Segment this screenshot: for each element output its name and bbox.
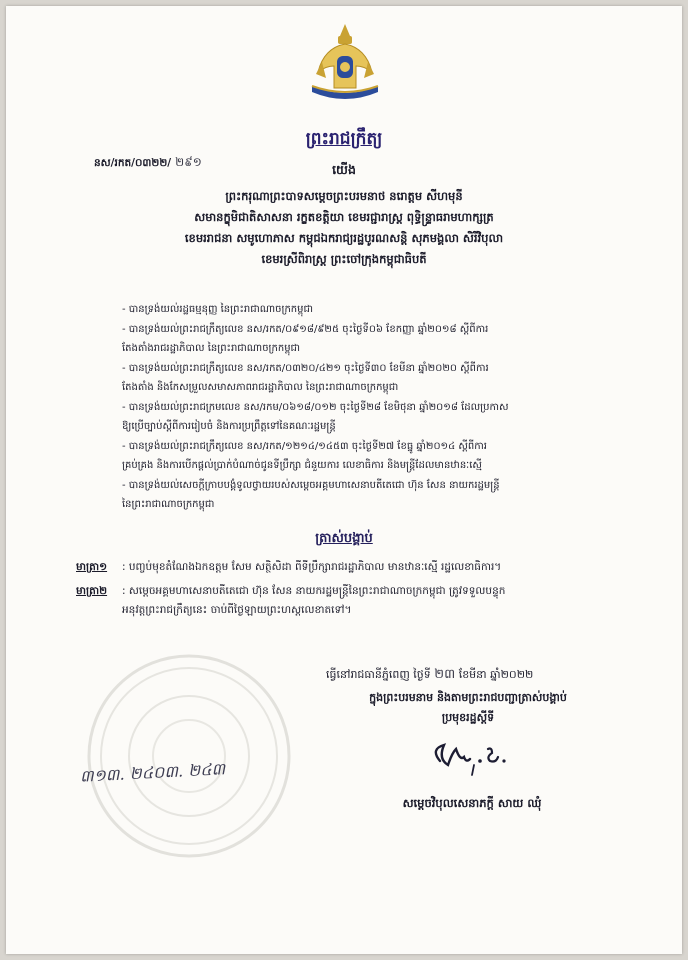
seal-watermark-icon [84,651,294,861]
royal-title-line: ខេមរស្រីពិរាស្ត្រ ព្រះចៅក្រុងកម្ពុជាធិបតី [261,252,427,266]
visa-line: - បានទ្រង់យល់ព្រះរាជក្រឹត្យលេខ នស/រកត/១២១៤/១៤៥៣ ចុះថ្ងៃទី២៧ ខែធ្នូ ឆ្នាំ២០១៤ ស្តីពីការ [122,440,487,452]
handwritten-reference-note: ៣១៣. ២៤០៣. ២៤៣ [79,759,226,786]
document-title: ព្រះរាជក្រឹត្យ [305,129,383,149]
article-label: មាត្រា២ [76,585,108,597]
date-prefix: ធ្វើនៅរាជធានីភ្នំពេញ ថ្ងៃទី [326,668,431,681]
visa-line: - បានទ្រង់យល់សេចក្តីក្រាបបង្គំទូលថ្វាយរបស់សម្តេចអគ្គមហាសេនាបតីតេជោ ហ៊ុន សែន នាយករដ្ឋមន្ត្រី [122,479,500,491]
visa-line: - បានទ្រង់យល់ព្រះរាជក្រឹត្យលេខ នស/រកត/០៩១៨/៩២៥ ចុះថ្ងៃទី០៦ ខែកញ្ញា ឆ្នាំ២០១៨ ស្តីពីការ [122,323,489,335]
visa-list [122,300,592,515]
visa-line: តែងតាំងរាជរដ្ឋាភិបាល នៃព្រះរាជាណាចក្រកម្ពុជា [122,343,301,354]
royal-coat-of-arms-icon [304,22,386,106]
article-line: : សម្តេចអគ្គមហាសេនាបតីតេជោ ហ៊ុន សែន នាយករដ្ឋមន្ត្រីនៃព្រះរាជាណាចក្រកម្ពុជា ត្រូវទទួលបន្ទុក [122,585,506,597]
royal-title-line: សមានក្ខុមិជាតិសាសនា រក្ខតខត្តិយា ខេមរជ្ជារាស្ត្រ ពុទ្ធិន្ទ្រាធរាមហាក្សត្រ [194,210,494,224]
decree-page [6,6,682,954]
royal-title-line: ខេមររាជនា សមូហោភាស កម្ពុជឯករាជ្យរដ្ឋបូរណសន្តិ សុភមង្គលា សិរីវិបុលា [184,231,504,245]
yeung-heading: យើង [332,162,356,177]
countersign-line: ប្រមុខរដ្ឋស្តីទី [441,711,495,724]
visa-line: - បានទ្រង់យល់ព្រះរាជក្រឹត្យលេខ នស/រកត/០៣២០/៤២១ ចុះថ្ងៃទី៣០ ខែមីនា ឆ្នាំ២០២០ ស្តីពីការ [122,362,489,374]
royal-title-block [116,186,572,270]
visa-line: នៃព្រះរាជាណាចក្រកម្ពុជា [122,499,215,510]
visa-line: - បានទ្រង់យល់រដ្ឋធម្មនុញ្ញ នៃព្រះរាជាណាចក្រកម្ពុជា [122,304,314,315]
article-text [122,582,642,620]
article-label: មាត្រា១ [76,561,108,573]
article-line: : បញ្ចប់មុខតំណែងឯកឧត្តម សែម សត្ថិសិដា ពីទីប្រឹក្សារាជរដ្ឋាភិបាល មានឋានៈស្មើ រដ្ឋលេខាធិការ។ [122,561,502,573]
decree-heading: ត្រាស់បង្គាប់ [315,531,373,546]
visa-line: គ្រប់គ្រង និងការបើកផ្តល់ប្រាក់បំណាច់ជូនទីប្រឹក្សា ជំនួយការ លេខាធិការ និងមន្ត្រីដែលមានឋានៈស្មើ [122,460,482,471]
date-line [326,666,533,685]
signer-name: សម្តេចវិបុលសេនាភក្តី សាយ ឈុំ [402,796,542,810]
article-text [122,558,642,577]
date-day-handwritten: ២៣ [434,667,456,682]
article-line: អនុវត្តព្រះរាជក្រឹត្យនេះ ចាប់ពីថ្ងៃឡាយព្រះហស្តលេខាតទៅ។ [122,604,352,616]
visa-line: ឱ្យប្រើច្បាប់ស្តីពីការរៀបចំ និងការប្រព្រឹត្តទៅនៃគណៈរដ្ឋមន្ត្រី [122,421,336,432]
reference-number-printed: នស/រកត/០៣២២/ [94,157,172,169]
visa-line: - បានទ្រង់យល់ព្រះរាជក្រមលេខ នស/រកម/០៦១៨/០១២ ចុះថ្ងៃទី២៨ ខែមិថុនា ឆ្នាំ២០១៨ ដែលប្រកាស [122,401,509,413]
countersign-block [318,688,618,728]
countersign-line: ក្នុងព្រះបរមនាម និងតាមព្រះរាជបញ្ជាត្រាស់បង្គាប់ [369,691,567,704]
royal-title-line: ព្រះករុណាព្រះបាទសម្តេចព្រះបរមនាថ នរោត្តម សីហមុនី [225,189,463,203]
signature-icon [426,739,516,779]
visa-line: តែងតាំង និងកែសម្រួលសមាសភាពរាជរដ្ឋាភិបាល នៃព្រះរាជាណាចក្រកម្ពុជា [122,382,399,393]
reference-number-handwritten: ២៩១ [175,155,202,169]
date-suffix: ខែមីនា ឆ្នាំ២០២២ [458,668,534,681]
